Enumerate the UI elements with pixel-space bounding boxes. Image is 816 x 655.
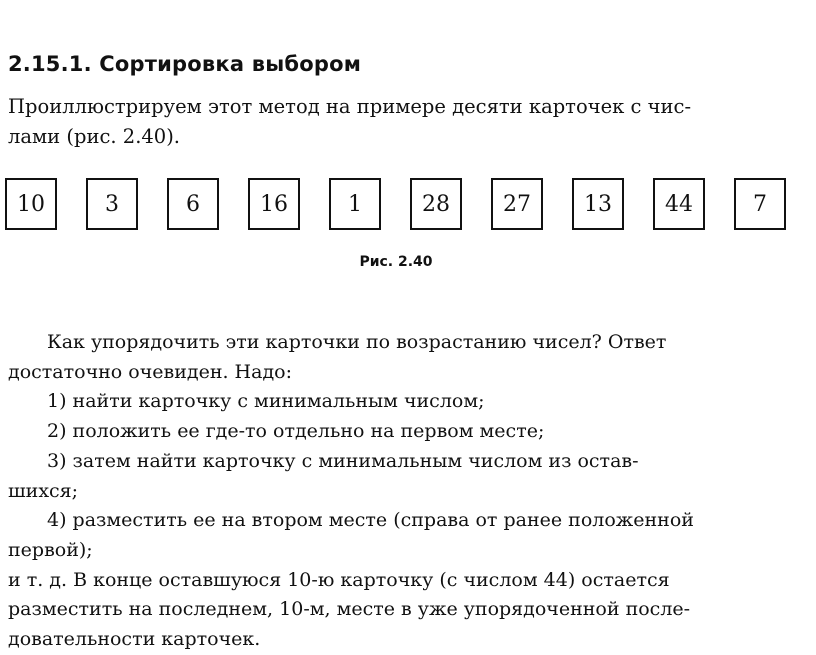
intro-line: Проиллюстрируем этот метод на примере десяти карточек с чис- <box>8 95 692 118</box>
number-card: 13 <box>572 178 624 230</box>
number-card: 28 <box>410 178 462 230</box>
step-item: 3) затем найти карточку с минимальным числом из остав- <box>47 449 639 472</box>
number-card: 10 <box>5 178 57 230</box>
body-paragraph <box>8 328 798 655</box>
number-cards-row <box>5 178 805 236</box>
number-card: 6 <box>167 178 219 230</box>
intro-paragraph <box>8 92 798 152</box>
number-card: 27 <box>491 178 543 230</box>
figure-caption: Рис. 2.40 <box>359 254 433 270</box>
step-item: 4) разместить ее на втором месте (справа от ранее положенной <box>47 509 694 532</box>
step-item-continuation: первой); <box>8 538 93 561</box>
number-card: 1 <box>329 178 381 230</box>
number-card: 3 <box>86 178 138 230</box>
step-item: 1) найти карточку с минимальным числом; <box>47 390 485 413</box>
body-line: Как упорядочить эти карточки по возрастанию чисел? Ответ <box>47 331 667 353</box>
step-item-continuation: шихся; <box>8 479 79 502</box>
number-card: 7 <box>734 178 786 230</box>
intro-line: лами (рис. 2.40). <box>8 125 181 148</box>
body-line: и т. д. В конце оставшуюся 10-ю карточку (с числом 44) остается <box>8 568 670 591</box>
body-line: разместить на последнем, 10-м, месте в уже упорядоченной после- <box>8 598 691 621</box>
body-line: достаточно очевиден. Надо: <box>8 360 292 383</box>
body-line: довательности карточек. <box>8 628 261 651</box>
number-card: 44 <box>653 178 705 230</box>
section-heading: 2.15.1. Сортировка выбором <box>8 52 362 76</box>
number-card: 16 <box>248 178 300 230</box>
step-item: 2) положить ее где-то отдельно на первом месте; <box>47 420 545 443</box>
